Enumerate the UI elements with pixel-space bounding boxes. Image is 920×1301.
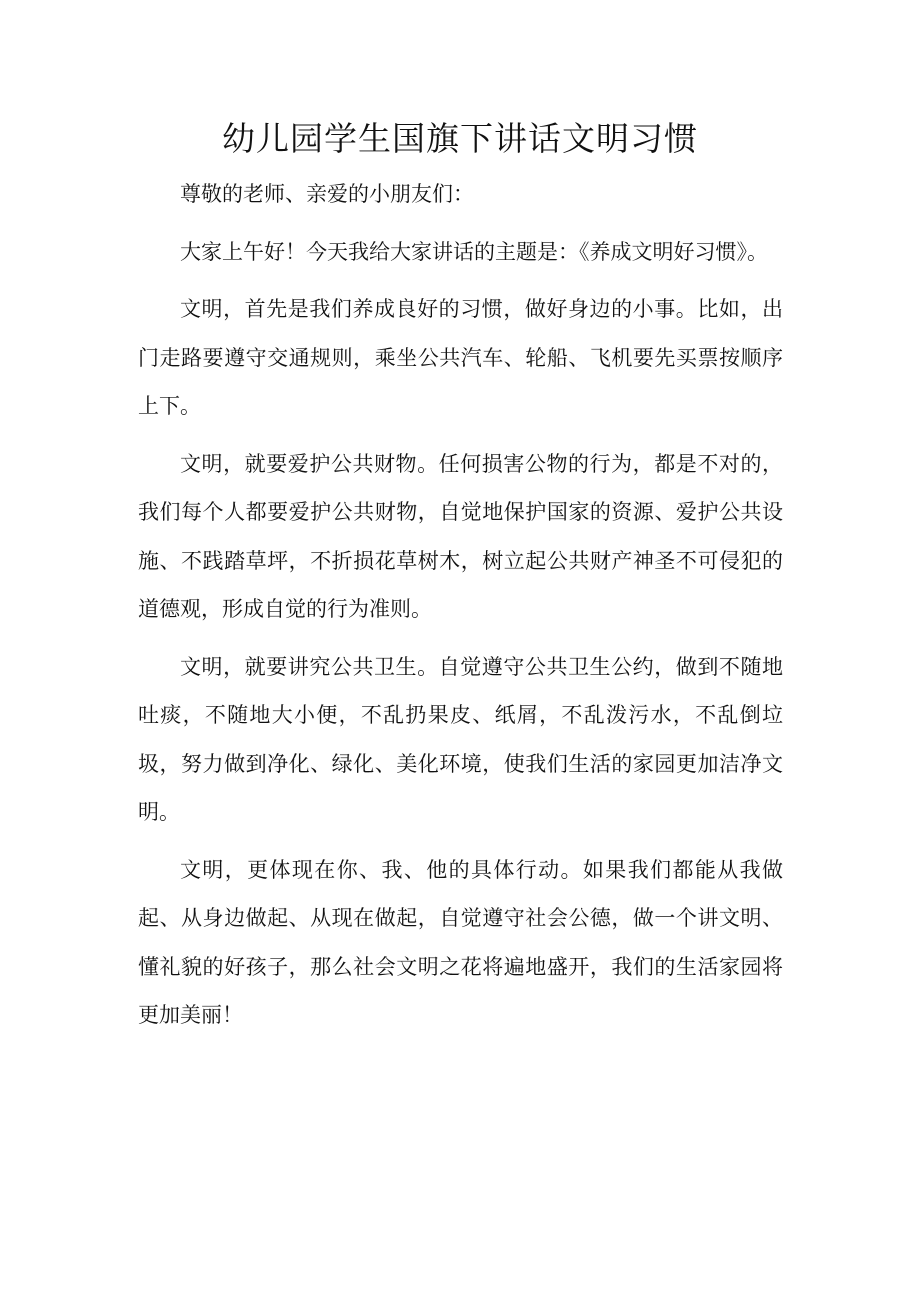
- document-title: 幼儿园学生国旗下讲话文明习惯: [222, 119, 698, 158]
- paragraph-1: 大家上午好！今天我给大家讲话的主题是：《养成文明好习惯》。: [180, 239, 768, 264]
- greeting-paragraph: 尊敬的老师、亲爱的小朋友们：: [180, 182, 474, 206]
- paragraph-2: 文明，首先是我们养成良好的习惯，做好身边的小事。比如，出门走路要遵守交通规则，乘坐公共汽车、轮船、飞机要先买票按顺序上下。: [138, 297, 783, 418]
- document-body: [138, 170, 783, 1049]
- paragraph-4: 文明，就要讲究公共卫生。自觉遵守公共卫生公约，做到不随地吐痰，不随地大小便，不乱扔果皮、纸屑，不乱泼污水，不乱倒垃圾，努力做到净化、绿化、美化环境，使我们生活的家园更加洁净文明。: [138, 654, 783, 824]
- paragraph-5: 文明，更体现在你、我、他的具体行动。如果我们都能从我做起、从身边做起、从现在做起，自觉遵守社会公德，做一个讲文明、懂礼貌的好孩子，那么社会文明之花将遍地盛开，我们的生活家园将更加美丽！: [138, 857, 783, 1027]
- paragraph-3: 文明，就要爱护公共财物。任何损害公物的行为，都是不对的，我们每个人都要爱护公共财物，自觉地保护国家的资源、爱护公共设施、不践踏草坪，不折损花草树木，树立起公共财产神圣不可侵犯的道德观，形成自觉的行为准则。: [138, 451, 783, 621]
